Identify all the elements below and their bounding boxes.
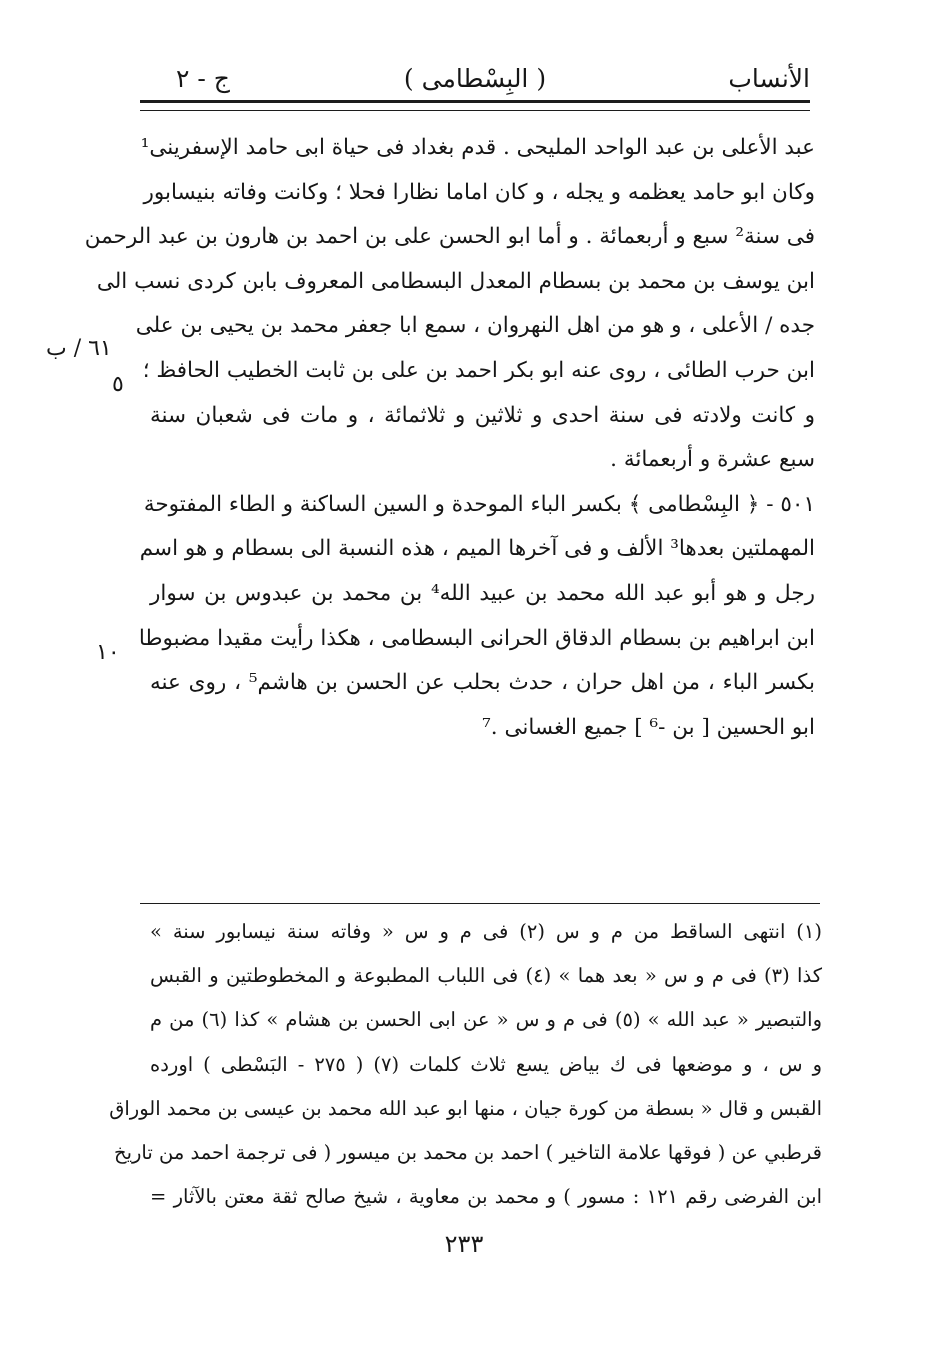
text-line: سبع عشرة و أربعمائة . [610, 447, 815, 473]
footnote-line: كذا (٣) فى م و س « بعد هما » (٤) فى اللباب المطبوعة و المخطوطتين و القبس [150, 964, 822, 988]
footnotes [109, 910, 823, 1219]
header-rule-thin [140, 110, 810, 111]
footnote-line: ابن الفرضى رقم ١٢١ : مسور ) و محمد بن معاوية ، شيخ صالح ثقة معتن بالآثار = [150, 1185, 823, 1209]
line-number-10: ١٠ [96, 640, 120, 665]
text-line: المهملتين بعدها³ الألف و فى آخرها الميم ، هذه النسبة الى بسطام و هو اسم [139, 536, 815, 562]
book-title: الأنساب [728, 64, 810, 93]
text-line: و كانت ولادته فى سنة احدى و ثلاثين و ثلاثمائة ، و مات فى شعبان سنة [150, 402, 815, 428]
entry-501-heading-line: ٥٠١ - ﴿ البِسْطامى ﴾ بكسر الباء الموحدة و السين الساكنة و الطاء المفتوحة [143, 491, 815, 517]
line-number-5: ٥ [112, 372, 124, 397]
page-number: ٢٣٣ [444, 1230, 484, 1258]
text-line: ابن يوسف بن محمد بن بسطام المعدل البسطامى المعروف بابن كردى نسب الى [96, 268, 815, 294]
footnote-line: (١) انتهى الساقط من م و س (٢) فى م و س « وفاته سنة نيسابور سنة » [150, 920, 823, 943]
text-line: ابن ابراهيم بن بسطام الدقاق الحرانى البسطامى ، هكذا رأيت مقيدا مضبوطا [138, 625, 815, 651]
footnote-line: و س ، و موضعها فى ك بياض يسع ثلاث كلمات (٧) ( ٢٧٥ - البَسْطى ) اورده [150, 1052, 822, 1076]
text-line: بكسر الباء ، من اهل حران ، حدث بحلب عن الحسن بن هاشم⁵ ، روى عنه [150, 670, 815, 696]
page-header [140, 56, 810, 100]
text-line: رجل و هو أبو عبد الله محمد بن عبيد الله⁴ بن محمد بن عبدوس بن سوار [150, 580, 815, 606]
volume-label: ج - ٢ [176, 64, 230, 93]
footnote-rule [140, 903, 820, 904]
text-line: ابن حرب الطائى ، روى عنه ابو بكر احمد بن على بن ثابت الخطيب الحافظ ؛ [142, 357, 815, 383]
header-rule-thick [140, 100, 810, 103]
text-line: ابو الحسين [ بن -⁶ ] جميع الغسانى .⁷ [482, 714, 815, 740]
text-line: عبد الأعلى بن عبد الواحد المليحى . قدم بغداد فى حياة ابى حامد الإسفرينى¹ [140, 135, 815, 160]
footnote-line: القبس و قال « بسطة من كورة جيان ، منها ابو عبد الله محمد بن عيسى بن محمد الوراق [109, 1096, 822, 1120]
entry-heading: ( البِسْطامی ) [403, 64, 547, 93]
text-line: جده / الأعلى ، و هو من اهل النهروان ، سمع ابا جعفر محمد بن يحيى بن على [135, 313, 815, 339]
footnote-line: قرطبي عن ( فوقها علامة التاخير ) احمد بن محمد بن ميسور ( فى ترجمة احمد من تاريخ [113, 1140, 822, 1164]
text-line: وكان ابو حامد يعظمه و يجله ، و كان اماما نظارا فحلا ؛ وكانت وفاته بنيسابور [143, 179, 815, 205]
footnote-line: والتبصير « عبد الله » (٥) فى م و س « عن ابى الحسن بن هشام » كذا (٦) من م [150, 1008, 822, 1032]
text-line: فى سنة² سبع و أربعمائة . و أما ابو الحسن على بن احمد بن هارون بن عبد الرحمن [84, 224, 815, 250]
folio-marker: ٦١ / ب [46, 336, 112, 361]
